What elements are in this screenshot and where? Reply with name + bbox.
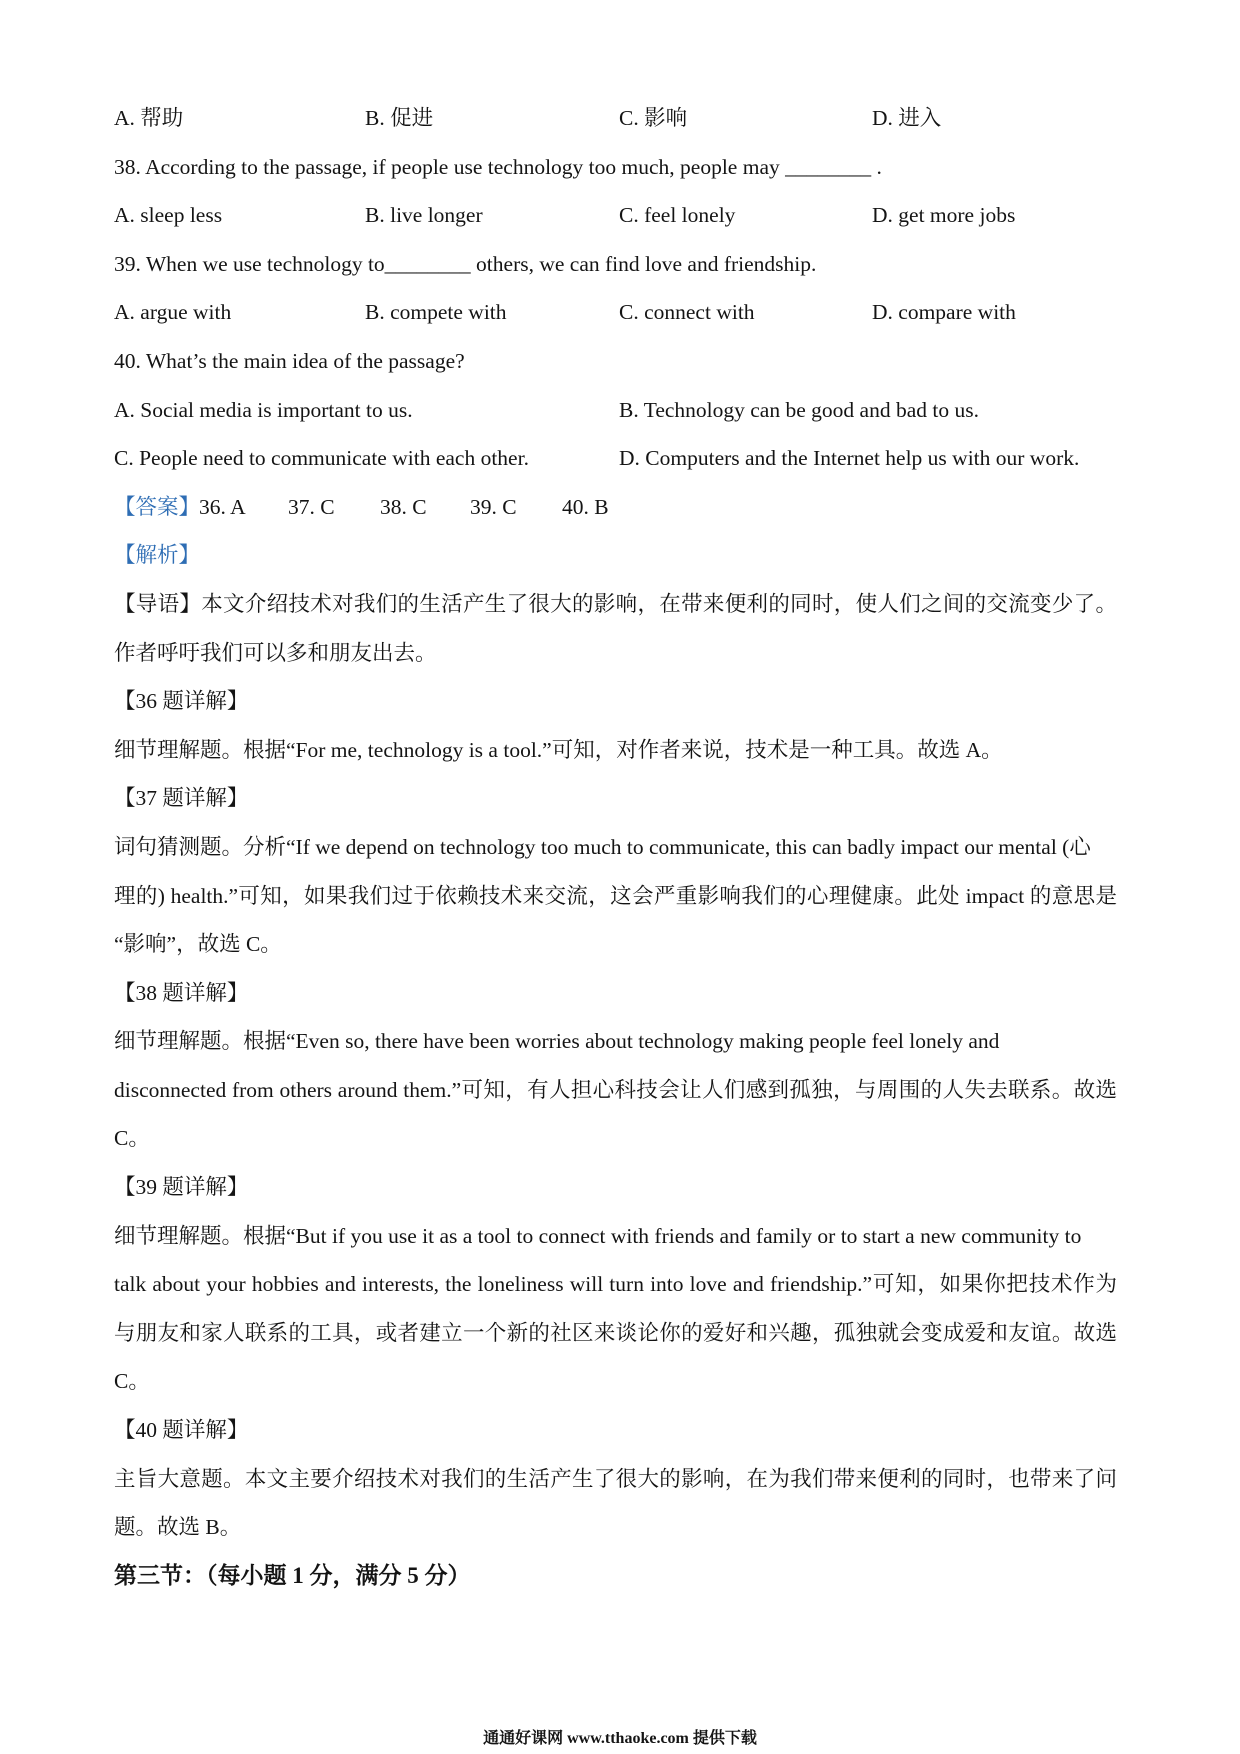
question-40-stem: 40. What’s the main idea of the passage?: [114, 348, 465, 373]
detail-39-line-2: talk about your hobbies and interests, the loneliness will turn into love and friendship.”可知，如果你把技术作为: [114, 1272, 1117, 1297]
q40-option-c: C. People need to communicate with each other.: [114, 446, 529, 471]
detail-37-heading: 【37 题详解】: [114, 786, 249, 811]
detail-40-line-2: 题。故选 B。: [114, 1515, 242, 1540]
answer-item-39: 39. C: [470, 494, 517, 519]
q40-option-b: B. Technology can be good and bad to us.: [619, 397, 979, 422]
q39-option-b: B. compete with: [365, 300, 507, 325]
detail-37-line-1: 词句猜测题。分析“If we depend on technology too much to communicate, this can badly impact our mental (心: [114, 834, 1091, 859]
page-content: [114, 94, 1117, 1600]
detail-38-line-2: disconnected from others around them.”可知，有人担心科技会让人们感到孤独，与周围的人失去联系。故选: [114, 1077, 1117, 1102]
question-38-options: [114, 191, 1117, 240]
answer-label: 【答案】: [114, 494, 201, 519]
q39-option-d: D. compare with: [872, 300, 1016, 325]
detail-40-heading: 【40 题详解】: [114, 1418, 249, 1443]
question-37-options: [114, 94, 1117, 143]
detail-38-line-1: 细节理解题。根据“Even so, there have been worries about technology making people feel lonely and: [114, 1029, 1000, 1054]
answer-row: [114, 483, 1117, 532]
answer-item-37: 37. C: [288, 494, 335, 519]
q38-option-a: A. sleep less: [114, 203, 223, 228]
q40-option-d: D. Computers and the Internet help us with our work.: [619, 446, 1080, 471]
analysis-label: 【解析】: [114, 543, 201, 568]
intro-line-2: 作者呼吁我们可以多和朋友出去。: [114, 640, 437, 665]
detail-39-line-3: 与朋友和家人联系的工具，或者建立一个新的社区来谈论你的爱好和兴趣，孤独就会变成爱和友谊。故选: [114, 1320, 1117, 1345]
q38-option-d: D. get more jobs: [872, 203, 1016, 228]
q37-option-a: A. 帮助: [114, 106, 184, 130]
q38-option-b: B. live longer: [365, 203, 483, 228]
q37-option-d: D. 进入: [872, 106, 942, 130]
q40-option-a: A. Social media is important to us.: [114, 397, 413, 422]
q39-option-a: A. argue with: [114, 300, 232, 325]
detail-37-line-2: 理的) health.”可知，如果我们过于依赖技术来交流，这会严重影响我们的心理健康。此处 impact 的意思是: [114, 883, 1117, 908]
detail-39-line-4: C。: [114, 1369, 150, 1394]
detail-36-line-1: 细节理解题。根据“For me, technology is a tool.”可知，对作者来说，技术是一种工具。故选 A。: [114, 737, 1003, 762]
question-39-options: [114, 288, 1117, 337]
detail-36-heading: 【36 题详解】: [114, 689, 249, 714]
answer-item-38: 38. C: [380, 494, 427, 519]
question-38-stem: 38. According to the passage, if people use technology too much, people may ________ .: [114, 154, 882, 179]
detail-39-heading: 【39 题详解】: [114, 1175, 249, 1200]
detail-37-line-3: “影响”，故选 C。: [114, 932, 282, 957]
q39-option-c: C. connect with: [619, 300, 755, 325]
detail-38-line-3: C。: [114, 1126, 150, 1151]
q37-option-b: B. 促进: [365, 106, 434, 130]
q37-option-c: C. 影响: [619, 106, 688, 130]
detail-40-line-1: 主旨大意题。本文主要介绍技术对我们的生活产生了很大的影响，在为我们带来便利的同时，也带来了问: [114, 1466, 1117, 1491]
page-footer: 通通好课网 www.tthaoke.com 提供下载: [483, 1730, 757, 1747]
answer-item-36: 36. A: [199, 494, 246, 519]
q38-option-c: C. feel lonely: [619, 203, 736, 228]
question-40-options-row-1: [114, 386, 1117, 435]
answer-item-40: 40. B: [562, 494, 609, 519]
question-40-options-row-2: [114, 434, 1117, 483]
detail-38-heading: 【38 题详解】: [114, 980, 249, 1005]
intro-line-1: 【导语】本文介绍技术对我们的生活产生了很大的影响，在带来便利的同时，使人们之间的交流变少了。: [114, 591, 1117, 616]
section-3-heading: 第三节：（每小题 1 分，满分 5 分）: [114, 1562, 471, 1588]
question-39-stem: 39. When we use technology to________ others, we can find love and friendship.: [114, 251, 817, 276]
detail-39-line-1: 细节理解题。根据“But if you use it as a tool to connect with friends and family or to start a new community to: [114, 1223, 1082, 1248]
